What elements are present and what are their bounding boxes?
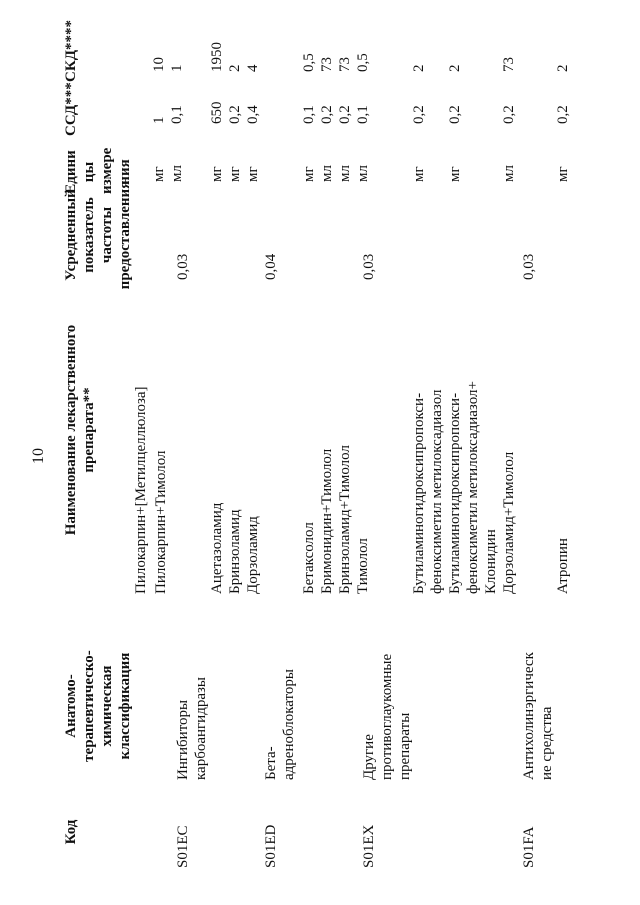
unit-value: мл [337,165,353,182]
unit-value: мг [301,166,317,182]
skd-value: 2 [227,64,243,72]
atc-code: S01FA [521,826,537,868]
skd-value: 1950 [209,42,225,72]
skd-value: 2 [447,64,463,72]
skd-value: 4 [245,64,261,72]
classification: Ингибиторы карбоангидразы [175,676,209,780]
skd-value: 0,5 [355,53,371,72]
drug-name: Дорзоламид [245,516,261,594]
drug-name: Бримонидин+Тимолол [319,448,335,594]
ssd-value: 0,2 [319,105,335,124]
ssd-value: 0,2 [555,105,571,124]
header-classification: Анатомо- терапевтическо- химическая классификация [63,650,133,762]
header-skd: СКД**** [63,19,79,82]
unit-value: мг [245,166,261,182]
atc-code: S01EX [361,824,377,868]
skd-value: 0,5 [301,53,317,72]
skd-value: 10 [151,57,167,72]
unit-value: мл [355,165,371,182]
ssd-value: 0,2 [227,105,243,124]
atc-code: S01EC [175,825,191,868]
atc-code: S01ED [263,824,279,868]
skd-value: 1 [169,64,185,72]
drug-name: Бринзоламид [227,509,243,594]
classification: Антихолинэргическ ие средства [521,652,555,780]
header-average: Усредненный показатель частоты предоставления [63,180,133,290]
ssd-value: 0,2 [337,105,353,124]
unit-value: мл [169,165,185,182]
drug-name: Тимолол [355,538,371,594]
ssd-value: 0,2 [411,105,427,124]
drug-name: Дорзоламид+Тимолол [501,451,517,594]
header-ssd: ССД*** [63,82,79,136]
drug-name: Бутиламиногидроксипропокси- феноксиметил метилоксадиазол [411,389,445,594]
ssd-value: 0,4 [245,105,261,124]
header-code: Код [63,819,79,845]
header-drug-name: Наименование лекарственного препарата** [63,324,97,536]
unit-value: мг [209,166,225,182]
header-units: Едини цы измере ния [63,147,133,194]
unit-value: мл [319,165,335,182]
unit-value: мл [501,165,517,182]
drug-name: Пилокарпин+Тимолол [153,450,169,594]
unit-value: мг [151,166,167,182]
average-value: 0,03 [521,253,537,280]
page-number: 10 [30,448,47,464]
ssd-value: 0,2 [447,105,463,124]
classification: Бета- адреноблокаторы [263,669,297,780]
ssd-value: 1 [151,116,167,124]
unit-value: мг [411,166,427,182]
average-value: 0,04 [263,253,279,280]
unit-value: мг [227,166,243,182]
drug-name: Ацетазоламид [209,502,225,594]
ssd-value: 0,1 [355,105,371,124]
drug-name: Атропин [555,538,571,594]
drug-name: Бринзоламид+Тимолол [337,445,353,594]
drug-name: Пилокарпин+[Метилцеллюлоза] [133,386,149,594]
drug-name: Бутиламиногидроксипропокси- феноксиметил метилоксадиазол+ Клонидин [447,380,499,594]
rotated-table [62,19,622,872]
ssd-value: 0,2 [501,105,517,124]
drug-name: Бетаксолол [301,522,317,594]
skd-value: 73 [501,57,517,72]
ssd-value: 650 [209,101,225,124]
ssd-value: 0,1 [301,105,317,124]
classification: Другие противоглаукомные препараты [361,653,413,780]
unit-value: мг [447,166,463,182]
average-value: 0,03 [361,253,377,280]
skd-value: 2 [411,64,427,72]
skd-value: 73 [319,57,335,72]
skd-value: 2 [555,64,571,72]
average-value: 0,03 [175,253,191,280]
skd-value: 73 [337,57,353,72]
ssd-value: 0,1 [169,105,185,124]
unit-value: мг [555,166,571,182]
